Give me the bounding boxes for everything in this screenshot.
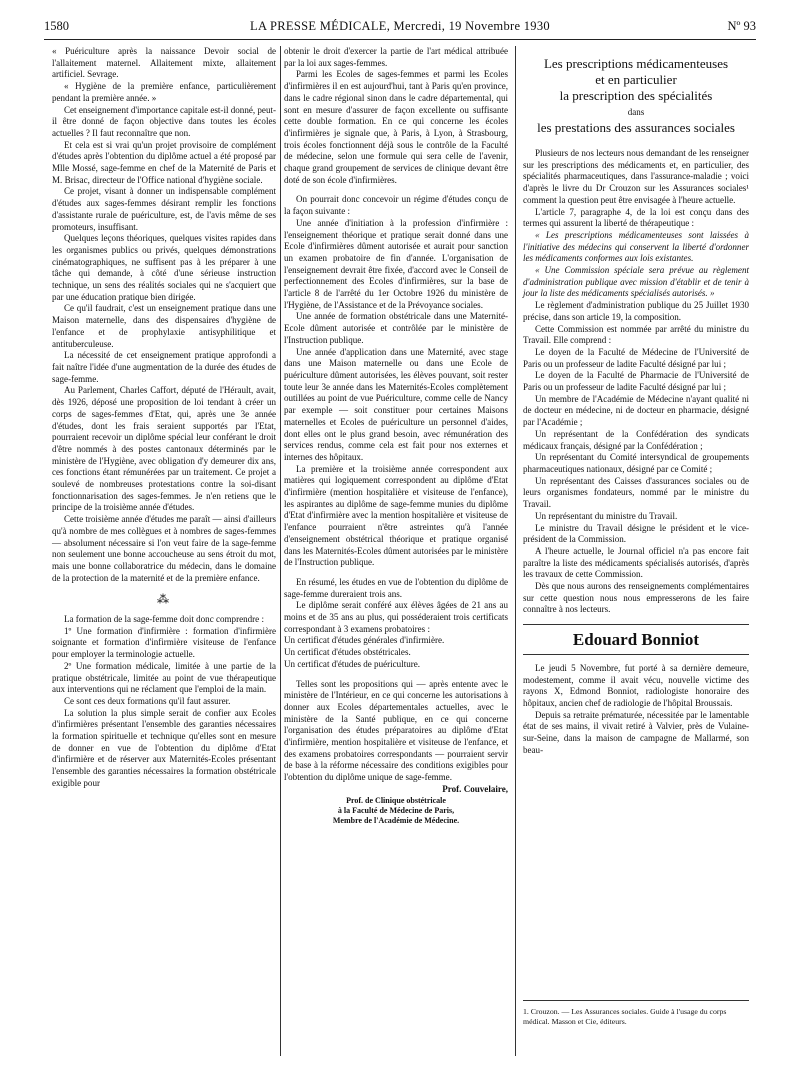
paragraph: 1º Une formation d'infirmière : formation d'infirmière soignante et formation d'infirmière visiteuse de l'enfance pour employer la terminologie actuelle. [52, 625, 276, 660]
title-line: les prestations des assurances sociales [537, 120, 735, 135]
paragraph: Un certificat d'études générales d'infirmière. [284, 635, 445, 646]
section-rule [523, 654, 749, 655]
paragraph: La formation de la sage-femme doit donc comprendre : [64, 614, 264, 625]
paragraph: L'article 7, paragraphe 4, de la loi est conçu dans des termes qui assurent la liberté de thérapeutique : [523, 206, 749, 229]
page-number: 1580 [44, 19, 69, 33]
paragraph: Le diplôme serait conféré aux élèves âgées de 21 ans au moins et de 35 ans au plus, qui posséderaient trois certificats correspondant à 3 examens probatoires : [284, 600, 508, 634]
paragraph: A l'heure actuelle, le Journal officiel n'a pas encore fait paraître la liste des médicaments spécialisés autorisés, d'après les travaux de cette Commission. [523, 545, 749, 580]
paragraph: Telles sont les propositions qui — après entente avec le ministère de l'Intérieur, en ce qui concerne les autorisations à donner aux Ecoles départementales actuelles, avec le ministère de la Santé publique, en ce qui concerne l'organisation des études préparatoires au diplôme d'Etat d'infirmière, mention hospitalière et visiteuse de l'enfance, et des examens probatoires correspondants — pourraient servir de base à la réforme nécessaire des conditions exigibles pour l'obtention du diplôme unique de sage-femme. [284, 678, 508, 783]
paragraph: Le règlement d'administration publique du 25 Juillet 1930 précise, dans son article 19, la composition. [523, 300, 749, 322]
article-title [523, 56, 749, 136]
paragraph: Cette Commission est nommée par arrêté du ministre du Travail. Elle comprend : [523, 323, 749, 346]
quote-paragraph: « Une Commission spéciale sera prévue au règlement d'administration publique avec mission d'établir et de tenir à jour la liste des médicaments spécialisés autorisés. » [523, 265, 749, 299]
paragraph: On pourrait donc concevoir un régime d'études conçu de la façon suivante : [284, 194, 508, 217]
signature: Prof. Couvelaire, [442, 783, 508, 794]
section-separator: ⁂ [157, 592, 171, 607]
paragraph: 2º Une formation médicale, limitée à une partie de la pratique obstétricale, limitée au point de vue thérapeutique aux interventions qui ne réclament que l'emploi de la main. [52, 660, 276, 695]
paragraph: Depuis sa retraite prématurée, nécessitée par le lamentable état de ses mains, il vivait retiré à Valvier, près de Vulaine-sur-Seine, dans la maison de campagne de Mallarmé, son beau- [523, 709, 749, 755]
column-1 [52, 46, 276, 790]
paragraph: Une année d'application dans une Maternité, avec stage dans une Maison maternelle ou dans une Ecole de puériculture dûment autorisées, les élèves pouvant, soit rester toute leur 3e année dans les Maternités-Ecoles complètement outillées au point de vue Puériculture, comme celle de Nancy par exemple — soit constituer pour certaines Maisons maternelles et Ecoles de puériculture un personnel d'aides, dont elles ont le plus grand besoin, avec rémunération des services rendus, comme cela est fait pour nos externes et internes des hôpitaux. [284, 346, 508, 462]
title-line: la prescription des spécialités [559, 88, 713, 103]
paragraph: Un représentant des Caisses d'assurances sociales ou de leurs organismes fondateurs, nommé par le ministre du Travail. [523, 475, 749, 510]
paragraph: Ce projet, visant à donner un indispensable complément d'études aux sages-femmes désirant remplir les fonctions d'assistante rurale de puériculture, est, de l'avis même de ses promoteurs, insuffisant. [52, 186, 276, 232]
paragraph: Ce qu'il faudrait, c'est un enseignement pratique dans une Maison maternelle, dans des dispensaires d'hygiène de l'enfance et de prophylaxie antisyphilitique et antituberculeuse. [52, 303, 276, 349]
paragraph: Et cela est si vrai qu'un projet provisoire de complément d'études après l'obtention du diplôme actuel a été proposé par Mlle Mossé, sage-femme en chef de la Maternité de Paris et M. Brisac, directeur de l'Office national d'hygiène sociale. [52, 139, 276, 185]
paragraph: Parmi les Ecoles de sages-femmes et parmi les Ecoles d'infirmières il en est aujourd'hui, tant à Paris qu'en province, dans le cadre régional sinon dans le cadre départemental, qui sont en mesure d'assurer de façon excellente ou suffisante cette double formation. En ce qui concerne les écoles d'infirmières je signale que, à Paris, à Lyon, à Strasbourg, trois écoles fonctionnent déjà sous le contrôle de la Faculté de médecine, selon une formule qui sera celle de l'avenir, chaque grand groupement de services de clinique devant être doté de son école d'infirmières. [284, 69, 508, 185]
quote-paragraph: « Les prescriptions médicamenteuses sont laissées à l'initiative des médecins qui conservent la liberté d'ordonner les médicaments conformes aux lois existantes. [523, 229, 749, 264]
paragraph: Un représentant du ministre du Travail. [535, 510, 678, 521]
paragraph: Ce sont ces deux formations qu'il faut assurer. [64, 695, 231, 706]
column-rule-1 [280, 46, 281, 1056]
issue-number: Nº 93 [727, 19, 756, 33]
paragraph: Le doyen de la Faculté de Pharmacie de l'Université de Paris ou un professeur de ladite Faculté désigné par lui ; [523, 370, 749, 393]
paragraph: Au Parlement, Charles Caffort, député de l'Hérault, avait, dès 1926, déposé une proposition de loi tendant à créer un corps de sages-femmes d'Etat, qui, après une 3e année d'études, dont les frais seraient supportés par l'Etat, pourraient recevoir un diplôme spécial leur conférant le droit d'être nommés à des postes cantonaux déterminés par le ministère de l'Hygiène, avec obligation d'y demeurer dix ans, ces fonctions étant rémunérées par un traitement. Ce projet a soulevé de nombreuses protestations contre la soi-disant fonctionnarisation des sages-femmes. Je n'en retiens que le principe de la troisième année d'études. [52, 385, 276, 513]
paragraph: Une année d'initiation à la profession d'infirmière : l'enseignement théorique et pratique serait donné dans une Ecole d'infirmières dûment autorisée et aurait pour sanction un examen probatoire de fin d'année. L'organisation de l'enseignement devrait être fixée, d'accord avec le Conseil de perfectionnement des Ecoles d'infirmières, sur la base de l'article 8 de l'arrêté du 1er Octobre 1926 du ministère de l'Hygiène, de l'Assistance et de la Prévoyance sociales. [284, 217, 508, 310]
paragraph: obtenir le droit d'exercer la partie de l'art médical attribuée par la loi aux sages-femmes. [284, 46, 508, 68]
running-title: LA PRESSE MÉDICALE, Mercredi, 19 Novembre 1930 [250, 19, 550, 33]
affiliation: à la Faculté de Médecine de Paris, [337, 805, 455, 815]
paragraph: « Puériculture après la naissance Devoir social de l'allaitement maternel. Allaitement mixte, allaitement artificiel. Sevrage. [52, 46, 276, 80]
title-line: et en particulier [595, 72, 677, 87]
paragraph: Le doyen de la Faculté de Médecine de l'Université de Paris ou un professeur de ladite Faculté désigné par lui ; [523, 346, 749, 369]
title-line: Les prescriptions médicamenteuses [543, 56, 729, 71]
paragraph: « Hygiène de la première enfance, particulièrement pendant la première année. » [52, 81, 276, 103]
column-3 [523, 46, 749, 756]
paragraph: Le ministre du Travail désigne le président et le vice-président de la Commission. [523, 522, 749, 545]
paragraph: Cet enseignement d'importance capitale est-il donné, peut-il être donné de façon objective dans toutes les écoles actuelles ? Il faut reconnaître que non. [52, 104, 276, 138]
paragraph: Une année de formation obstétricale dans une Maternité-Ecole dûment autorisée et contrôlée par le ministère de l'Instruction publique. [284, 311, 508, 345]
page-header [44, 17, 756, 40]
paragraph: En résumé, les études en vue de l'obtention du diplôme de sage-femme dureraient trois ans. [284, 576, 508, 599]
paragraph: Un certificat d'études obstétricales. [284, 647, 411, 658]
paragraph: La première et la troisième année correspondent aux matières qui logiquement correspondent au diplôme d'Etat d'infirmière (mention hospitalière et visiteuse de l'enfance), les aspirantes au diplôme de sage-femme munies du diplôme d'Etat d'infirmière avec la mention hospitalière et visiteuse de l'enfance pourraient n'être astreintes qu'à l'année d'enseignement obstétrical théorique et pratique organisé dans les Maternités-Ecoles dûment autorisées par le ministère de l'Instruction publique. [284, 463, 508, 568]
paragraph: La nécessité de cet enseignement pratique approfondi a fait naître l'idée d'une augmentation de la durée des études de sage-femme. [52, 350, 276, 384]
paragraph: Un certificat d'études de puériculture. [284, 658, 421, 669]
paragraph: Cette troisième année d'études me paraît — ainsi d'ailleurs qu'à nombre de mes collègues et à nombres de sages-femmes — absolument nécessaire si l'on veut faire de la sage-femme non seulement une bonne accoucheuse au sens étroit du mot, mais une bonne collaboratrice du médecin, dans le domaine de la protection de la maternité et de la première enfance. [52, 514, 276, 583]
affiliation: Prof. de Clinique obstétricale [346, 795, 446, 805]
footnote: 1. Crouzon. — Les Assurances sociales. Guide à l'usage du corps médical. Masson et Cie, éditeurs. [523, 1000, 749, 1026]
title-line: dans [627, 107, 645, 117]
paragraph: Un membre de l'Académie de Médecine n'ayant qualité ni de docteur en médecine, ni de docteur en pharmacie, désigné par l'Académie ; [523, 393, 749, 428]
paragraph: Le jeudi 5 Novembre, fut porté à sa dernière demeure, modestement, comme il avait vécu, nouvelle victime des rayons X, Edmond Bonniot, radiologiste honoraire des hôpitaux, ancien chef de radiologie de l'hôpital Broussais. [523, 662, 749, 708]
paragraph: La solution la plus simple serait de confier aux Ecoles d'infirmières présentant l'ensemble des garanties nécessaires la formation spirituelle et technique qu'elles sont en mesure de donner en vue de l'obtention du diplôme d'Etat d'infirmière et de réserver aux Maternités-Ecoles présentant l'ensemble des garanties nécessaires la formation obstétricale exigible pour [52, 707, 276, 788]
column-rule-2 [515, 46, 516, 1056]
affiliation: Membre de l'Académie de Médecine. [332, 815, 460, 825]
obituary-title: Edouard Bonniot [572, 630, 700, 650]
paragraph: Quelques leçons théoriques, quelques visites rapides dans les organismes publics ou privés, quelques démonstrations cinématographiques, ne suffisent pas à les préparer à une tâche qui demande, à côté d'une sérieuse instruction technique, un sens des réalités sociales qui ne s'acquiert que par une éducation pratique bien dirigée. [52, 233, 276, 302]
paragraph: Un représentant du Comité intersyndical de groupements pharmaceutiques nationaux, désigné par ce Comité ; [523, 452, 749, 474]
paragraph: Plusieurs de nos lecteurs nous demandant de les renseigner sur les prescriptions des médicaments et, en particulier, des spécialités pharmaceutiques, dans l'assurance-maladie ; voici d'après le livre du Dr Crouzon sur les Assurances sociales¹ comment la question peut être envisagée à l'heure actuelle. [523, 148, 749, 205]
column-2 [284, 46, 508, 826]
paragraph: Un représentant de la Confédération des syndicats médicaux français, désigné par la Confédération ; [523, 428, 749, 451]
section-rule [523, 624, 749, 625]
paragraph: Dès que nous aurons des renseignements complémentaires sur cette question nous nous empresserons de les faire connaître à nos lecteurs. [523, 581, 749, 615]
